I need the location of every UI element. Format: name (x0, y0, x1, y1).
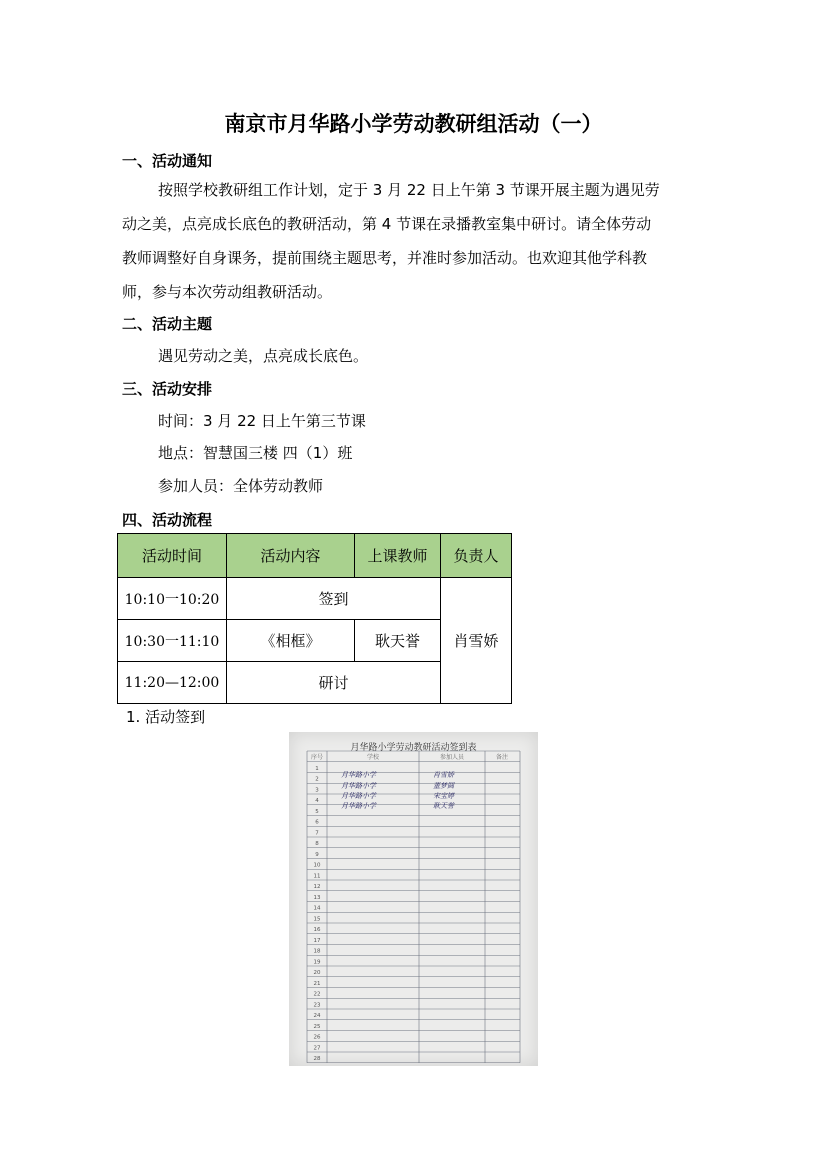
sheet-row-number: 9 (315, 851, 319, 858)
responsible-person: 肖雪娇 (441, 578, 512, 704)
entry-name: 肖雪娇 (433, 771, 454, 779)
row-content: 《相框》 (227, 620, 355, 662)
sheet-row-number: 23 (313, 1002, 321, 1009)
entry-school: 月华路小学 (341, 782, 376, 790)
sheet-row-number: 16 (313, 927, 321, 933)
sheet-row-number: 22 (313, 991, 321, 998)
table-row (118, 578, 512, 620)
sheet-row-number: 24 (313, 1013, 321, 1019)
table-header-row (118, 534, 512, 578)
sheet-row-number: 12 (313, 884, 321, 890)
sheet-column-header: 备注 (495, 754, 509, 761)
row-content: 签到 (227, 578, 441, 620)
notice-line-4: 师，参与本次劳动组教研活动。 (122, 283, 333, 301)
header-responsible: 负责人 (441, 534, 512, 578)
entry-name: 宋宝婷 (433, 792, 454, 800)
sheet-row-number: 8 (315, 841, 319, 847)
entry-school: 月华路小学 (341, 802, 376, 810)
arrangement-participants: 参加人员：全体劳动教师 (158, 477, 324, 495)
sheet-row-number: 10 (313, 862, 321, 869)
sheet-row-number: 5 (315, 808, 319, 815)
sheet-row-number: 2 (315, 776, 319, 783)
sheet-column-header: 学校 (366, 754, 380, 761)
notice-line-3: 教师调整好自身课务，提前围绕主题思考，并准时参加活动。也欢迎其他学科教 (122, 249, 648, 267)
sheet-row-number: 3 (315, 787, 319, 794)
sheet-row-number: 11 (313, 873, 321, 880)
sheet-title: 月华路小学劳动教研活动签到表 (350, 743, 477, 753)
sheet-row-number: 15 (313, 916, 321, 923)
sheet-row-number: 20 (313, 970, 321, 976)
sheet-row-number: 18 (313, 948, 321, 955)
arrangement-place: 地点：智慧国三楼 四（1）班 (158, 444, 353, 462)
sheet-row-number: 25 (313, 1023, 321, 1030)
sheet-row-number: 19 (313, 959, 321, 966)
section-heading-process: 四、活动流程 (122, 511, 213, 529)
notice-line-2: 动之美，点亮成长底色的教研活动，第 4 节课在录播教室集中研讨。请全体劳动 (122, 215, 652, 233)
sheet-row-number: 4 (315, 798, 319, 804)
sheet-row-number: 1 (315, 765, 319, 772)
sheet-column-header: 序号 (310, 754, 324, 761)
entry-name: 董梦圆 (433, 782, 454, 790)
row-time: 10:10一10:20 (118, 578, 227, 620)
sheet-row-number: 14 (313, 905, 321, 912)
document-title: 南京市月华路小学劳动教研组活动（一） (224, 111, 603, 136)
row-time: 10:30一11:10 (118, 620, 227, 662)
sign-in-sheet-photo (289, 732, 538, 1066)
arrangement-time: 时间：3 月 22 日上午第三节课 (158, 412, 366, 430)
section-heading-arrangement: 三、活动安排 (122, 380, 213, 398)
sheet-column-header: 参加人员 (439, 754, 465, 761)
sheet-row-number: 26 (313, 1034, 321, 1041)
sheet-row-number: 21 (313, 980, 321, 987)
sheet-row-number: 28 (313, 1056, 321, 1062)
header-time: 活动时间 (118, 534, 227, 578)
sheet-row-number: 17 (313, 937, 321, 944)
section-heading-notice: 一、活动通知 (122, 152, 213, 170)
photo-caption: 1. 活动签到 (126, 708, 206, 726)
header-content: 活动内容 (227, 534, 355, 578)
sheet-grid (289, 732, 538, 1066)
header-teacher: 上课教师 (355, 534, 441, 578)
entry-school: 月华路小学 (341, 771, 376, 779)
section-heading-theme: 二、活动主题 (122, 315, 213, 333)
notice-line-1: 按照学校教研组工作计划，定于 3 月 22 日上午第 3 节课开展主题为遇见劳 (158, 181, 660, 199)
row-content: 研讨 (227, 662, 441, 704)
sheet-row-number: 7 (315, 830, 319, 837)
entry-school: 月华路小学 (341, 792, 376, 800)
entry-name: 耿天誉 (433, 802, 454, 810)
row-teacher: 耿天誉 (355, 620, 441, 662)
row-time: 11:20—12:00 (118, 662, 227, 704)
process-table (117, 533, 512, 704)
sheet-row-number: 27 (313, 1045, 321, 1052)
sheet-row-number: 13 (313, 894, 321, 901)
theme-text: 遇见劳动之美，点亮成长底色。 (158, 347, 369, 365)
sheet-row-number: 6 (315, 819, 319, 826)
